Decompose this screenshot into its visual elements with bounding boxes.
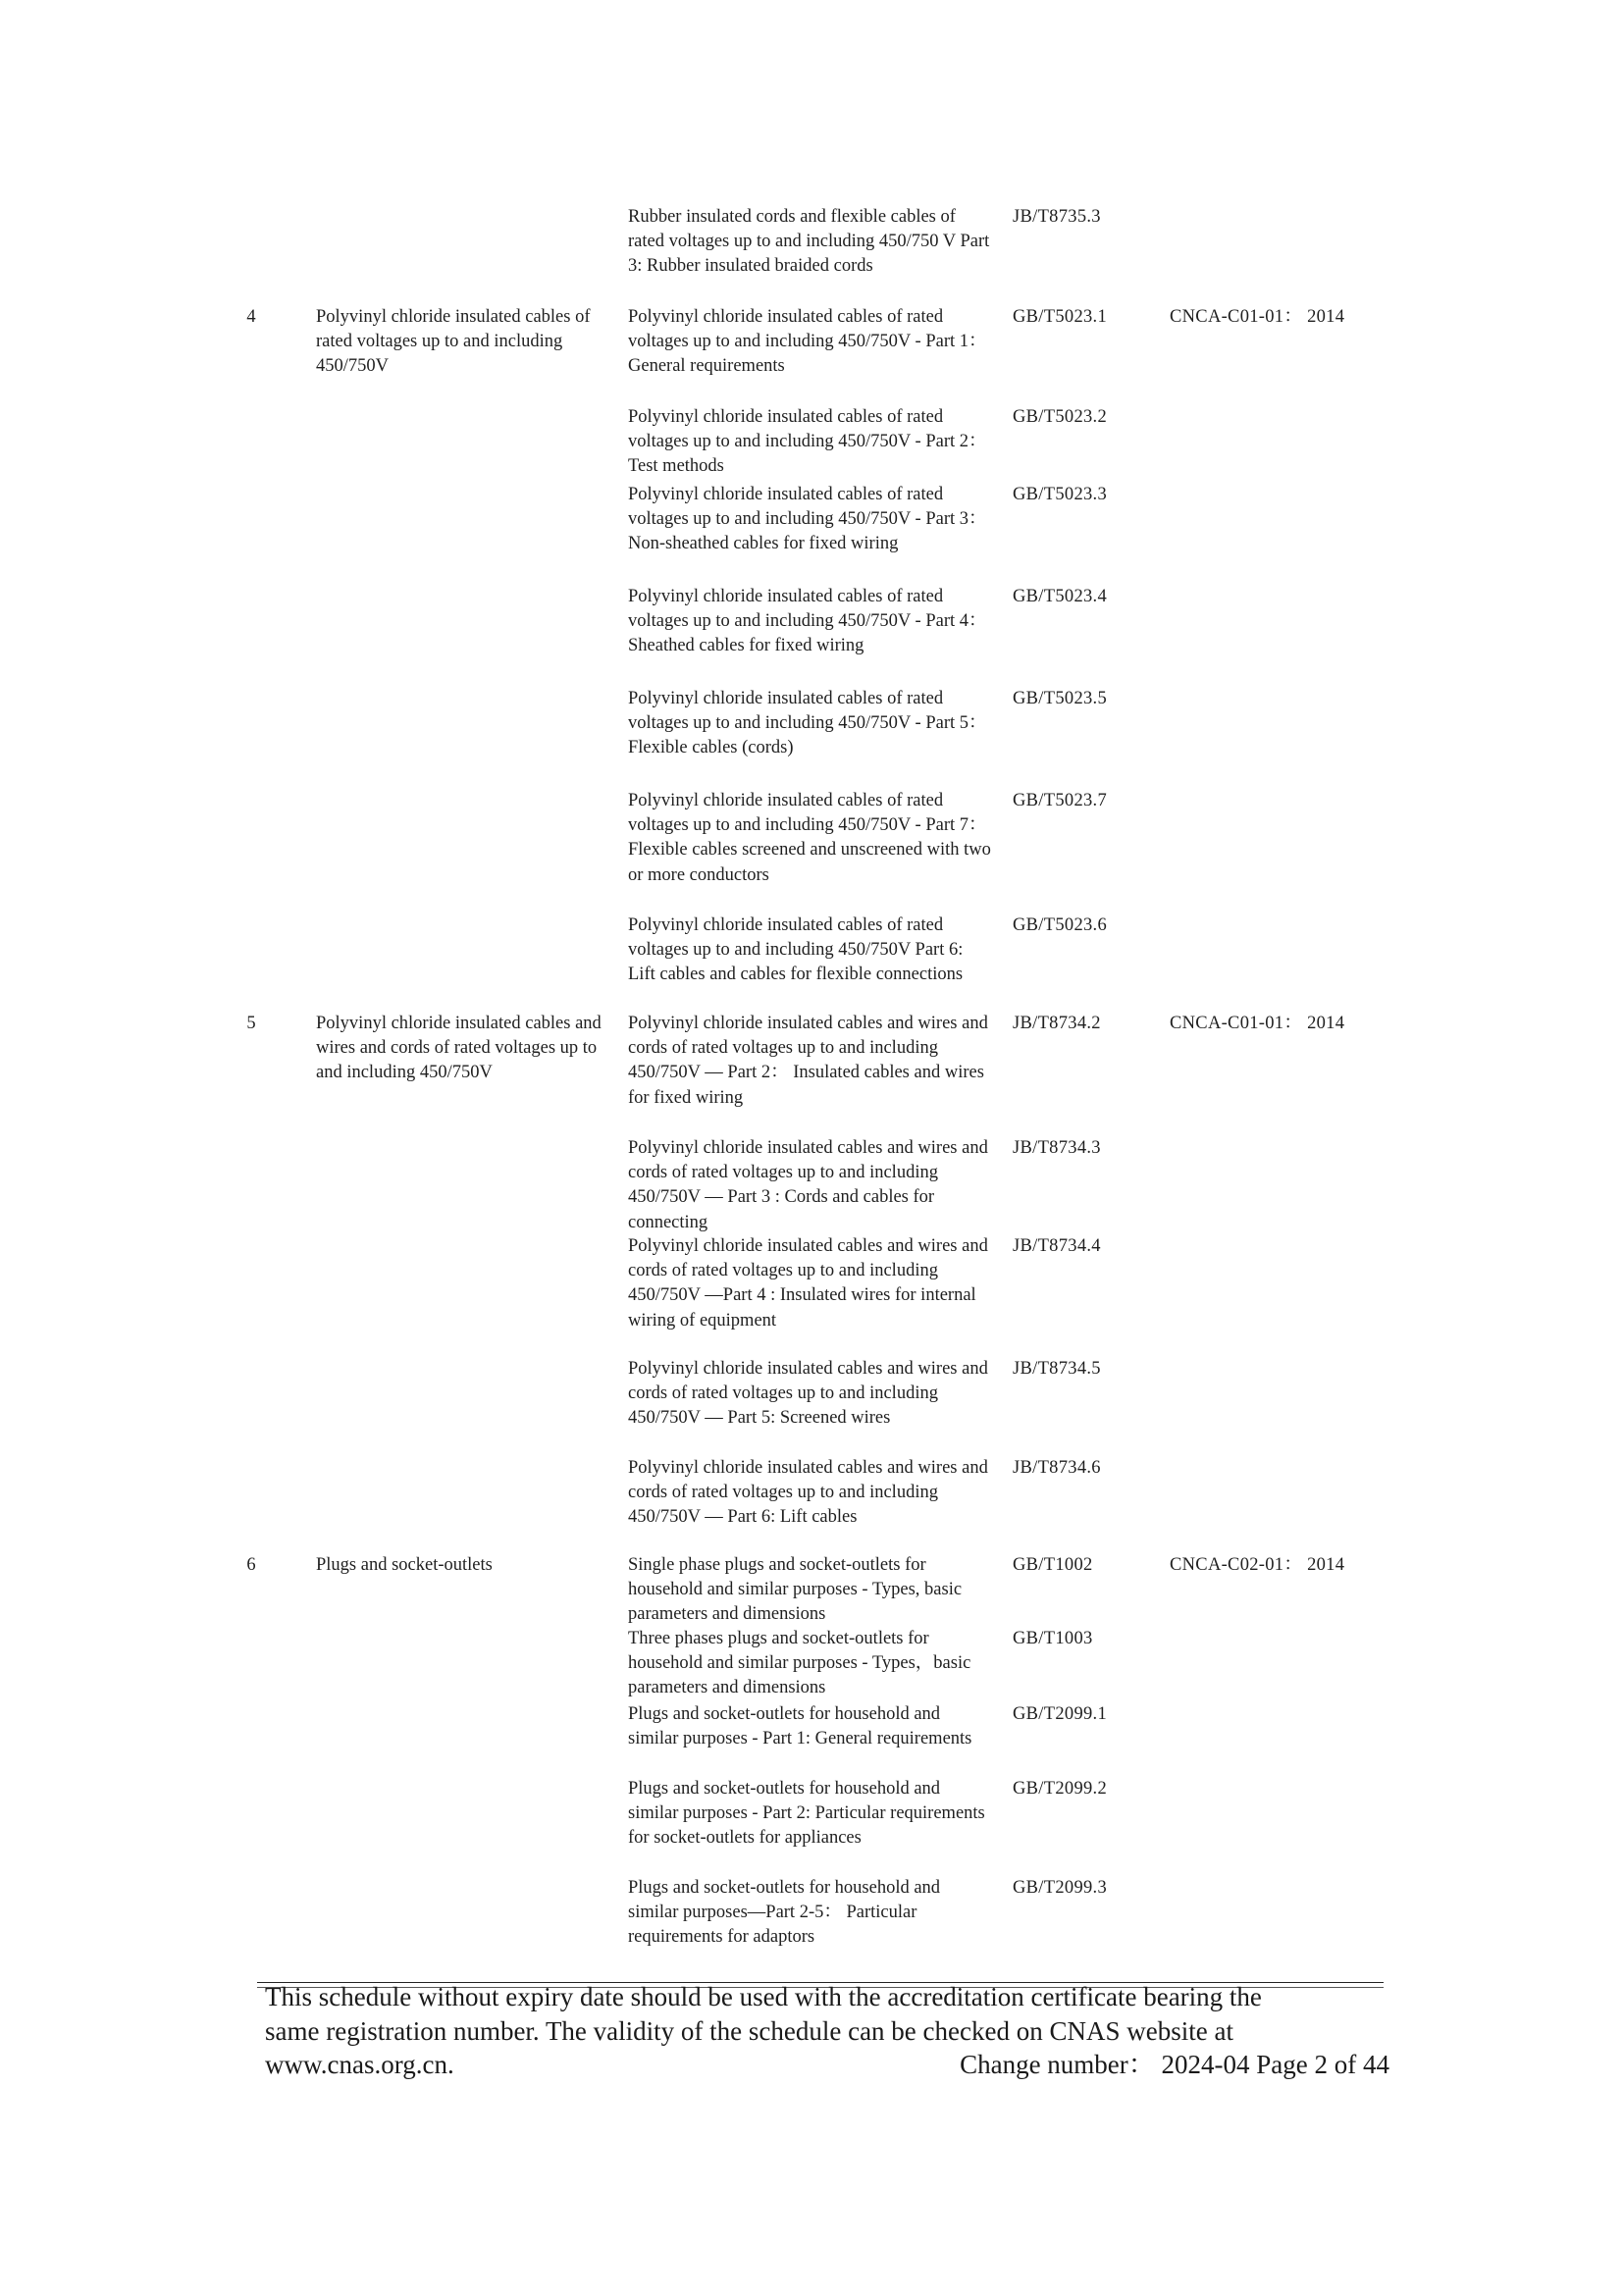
implementation-rule: CNCA-C01-01： 2014 bbox=[1170, 1014, 1345, 1033]
standard-title: Plugs and socket-outlets for household and similar purposes—Part 2-5： Particular requirements for adaptors bbox=[628, 1878, 941, 1948]
standard-title: Polyvinyl chloride insulated cables of rated voltages up to and including 450/750V - Part 7： Flexible cables screened and unscreened with two or more conductors bbox=[628, 791, 991, 885]
product-name: Polyvinyl chloride insulated cables of rated voltages up to and including 450/750V bbox=[316, 307, 591, 377]
standard-title: Polyvinyl chloride insulated cables of rated voltages up to and including 450/750V - Part 3： Non-sheathed cables for fixed wiring bbox=[628, 485, 987, 554]
standard-title: Polyvinyl chloride insulated cables and wires and cords of rated voltages up to and including 450/750V — Part 2： Insulated cables and wires for fixed wiring bbox=[628, 1014, 988, 1108]
standard-number: GB/T5023.5 bbox=[1013, 689, 1108, 708]
standard-title: Polyvinyl chloride insulated cables of rated voltages up to and including 450/750V - Part 1： General requirements bbox=[628, 307, 987, 377]
footer-line-2: same registration number. The validity of the schedule can be checked on CNAS website at bbox=[265, 2015, 1233, 2046]
footer-line-1: This schedule without expiry date should be used with the accreditation certificate bearing the bbox=[265, 1982, 1262, 2011]
standard-title: Plugs and socket-outlets for household and similar purposes - Part 1: General requirements bbox=[628, 1704, 972, 1749]
standard-number: JB/T8734.2 bbox=[1013, 1014, 1101, 1033]
standard-number: JB/T8734.3 bbox=[1013, 1138, 1101, 1158]
implementation-rule: CNCA-C02-01： 2014 bbox=[1170, 1555, 1345, 1575]
standard-number: GB/T2099.3 bbox=[1013, 1878, 1108, 1898]
standard-title: Polyvinyl chloride insulated cables of rated voltages up to and including 450/750V - Part 5： Flexible cables (cords) bbox=[628, 689, 987, 758]
standard-number: GB/T2099.1 bbox=[1013, 1704, 1108, 1724]
change-number: Change number： 2024-04 Page 2 of 44 bbox=[960, 2050, 1389, 2079]
standard-title: Polyvinyl chloride insulated cables of rated voltages up to and including 450/750V Part 6: Lift cables and cables for flexible connections bbox=[628, 915, 964, 985]
standard-number: GB/T1002 bbox=[1013, 1555, 1093, 1575]
standard-number: JB/T8734.6 bbox=[1013, 1458, 1101, 1478]
standard-number: JB/T8734.4 bbox=[1013, 1236, 1101, 1256]
product-name: Plugs and socket-outlets bbox=[316, 1555, 493, 1575]
standard-title: Polyvinyl chloride insulated cables of rated voltages up to and including 450/750V - Part 4： Sheathed cables for fixed wiring bbox=[628, 587, 987, 656]
standard-number: JB/T8734.5 bbox=[1013, 1359, 1101, 1379]
standard-number: GB/T5023.7 bbox=[1013, 791, 1108, 810]
standard-title: Three phases plugs and socket-outlets for household and similar purposes - Types，basic parameters and dimensions bbox=[628, 1629, 971, 1698]
standard-number: GB/T5023.2 bbox=[1013, 407, 1108, 427]
standard-title: Polyvinyl chloride insulated cables and wires and cords of rated voltages up to and including 450/750V —Part 4 : Insulated wires for internal wiring of equipment bbox=[628, 1236, 988, 1331]
standard-number: JB/T8735.3 bbox=[1013, 207, 1101, 227]
standard-number: GB/T5023.4 bbox=[1013, 587, 1108, 606]
implementation-rule: CNCA-C01-01： 2014 bbox=[1170, 307, 1345, 327]
website-link[interactable]: www.cnas.org.cn. bbox=[265, 2050, 454, 2079]
product-name: Polyvinyl chloride insulated cables and wires and cords of rated voltages up to and including 450/750V bbox=[316, 1014, 602, 1083]
row-number: 6 bbox=[246, 1555, 256, 1575]
footer-line-3 bbox=[265, 2048, 1389, 2082]
schedule-footer bbox=[265, 1980, 1389, 2082]
row-number: 5 bbox=[246, 1014, 256, 1033]
standard-title: Single phase plugs and socket-outlets for household and similar purposes - Types, basic parameters and dimensions bbox=[628, 1555, 963, 1625]
standard-title: Polyvinyl chloride insulated cables and wires and cords of rated voltages up to and including 450/750V — Part 5: Screened wires bbox=[628, 1359, 988, 1429]
standard-number: GB/T2099.2 bbox=[1013, 1779, 1108, 1799]
standard-title: Polyvinyl chloride insulated cables of rated voltages up to and including 450/750V - Part 2： Test methods bbox=[628, 407, 987, 477]
row-number: 4 bbox=[246, 307, 256, 327]
standard-title: Polyvinyl chloride insulated cables and wires and cords of rated voltages up to and including 450/750V — Part 3 : Cords and cables for connecting bbox=[628, 1138, 988, 1232]
standard-title: Plugs and socket-outlets for household and similar purposes - Part 2: Particular requirements for socket-outlets for appliances bbox=[628, 1779, 985, 1849]
standard-number: GB/T5023.3 bbox=[1013, 485, 1108, 504]
standard-title: Polyvinyl chloride insulated cables and wires and cords of rated voltages up to and including 450/750V — Part 6: Lift cables bbox=[628, 1458, 988, 1528]
standard-number: GB/T5023.1 bbox=[1013, 307, 1108, 327]
standard-number: GB/T1003 bbox=[1013, 1629, 1093, 1648]
standard-number: GB/T5023.6 bbox=[1013, 915, 1108, 935]
standard-title: Rubber insulated cords and flexible cables of rated voltages up to and including 450/750 V Part 3: Rubber insulated braided cords bbox=[628, 207, 990, 277]
